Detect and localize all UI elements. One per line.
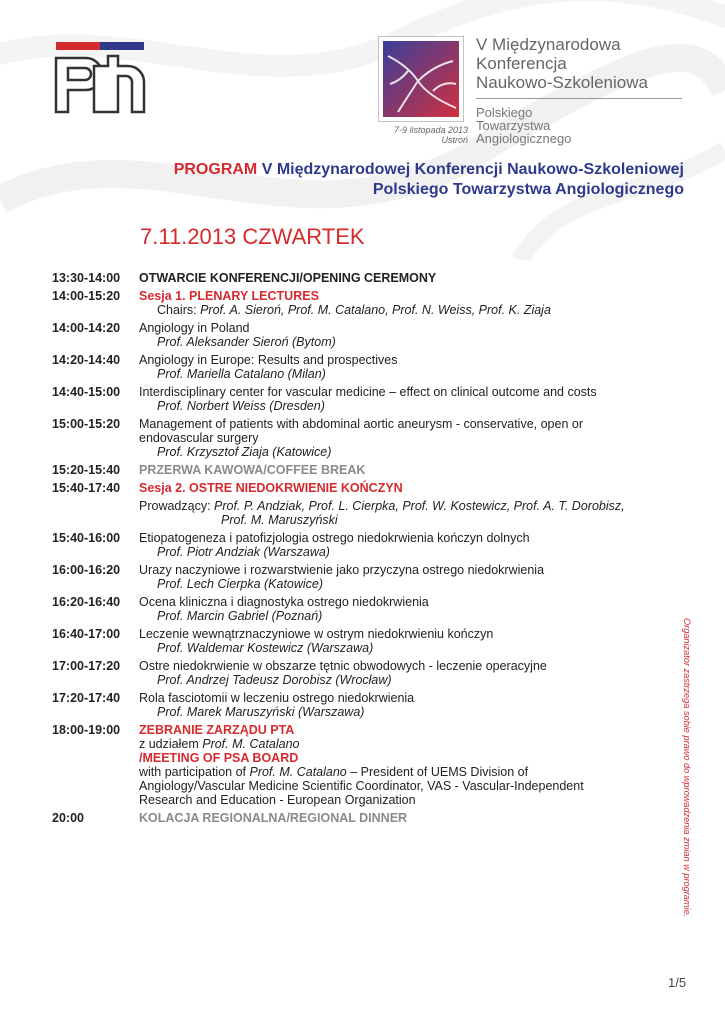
chairs-names-cont: Prof. M. Maruszyński — [221, 513, 338, 527]
time-slot: 20:00 — [52, 811, 84, 825]
organizer-line: Angiologicznego — [476, 131, 572, 146]
item-title: Interdisciplinary center for vascular medicine – effect on clinical outcome and costs — [139, 385, 597, 399]
participation-role-cont: Research and Education - European Organization — [139, 793, 416, 807]
item-title: Ocena kliniczna i diagnostyka ostrego niedokrwienia — [139, 595, 429, 609]
speaker: Prof. Andrzej Tadeusz Dorobisz (Wrocław) — [157, 673, 392, 687]
heading-line-1: V Międzynarodowej Konferencji Naukowo-Szkoleniowej — [257, 161, 684, 178]
item-title: Management of patients with abdominal aortic aneurysm - conservative, open or — [139, 417, 583, 431]
chairs-label: Chairs: — [157, 303, 201, 317]
schedule-row — [52, 353, 652, 381]
participation-role: – President of UEMS Division of — [346, 765, 529, 779]
chairs-label: Prowadzący: — [139, 499, 215, 513]
conference-date-place — [350, 125, 468, 145]
time-slot: 15:00-15:20 — [52, 417, 121, 431]
day-heading: 7.11.2013 CZWARTEK — [140, 224, 365, 249]
item-title: Etiopatogeneza i patofizjologia ostrego niedokrwienia kończyn dolnych — [139, 531, 530, 545]
item-title: Angiology in Poland — [139, 321, 250, 335]
time-slot: 17:20-17:40 — [52, 691, 121, 705]
pta-logo — [48, 40, 152, 118]
time-slot: 15:20-15:40 — [52, 463, 121, 477]
time-slot: 14:00-15:20 — [52, 289, 121, 303]
participation-role-cont: Angiology/Vascular Medicine Scientific Coordinator, VAS - Vascular-Independent — [139, 779, 584, 793]
time-slot: 13:30-14:00 — [52, 271, 121, 285]
title-divider — [476, 98, 682, 99]
meeting-title: ZEBRANIE ZARZĄDU PTA — [139, 723, 295, 737]
item-title: OTWARCIE KONFERENCJI/OPENING CEREMONY — [139, 271, 437, 285]
item-title: Ostre niedokrwienie w obszarze tętnic obwodowych - leczenie operacyjne — [139, 659, 547, 673]
conference-place: Ustroń — [441, 135, 468, 145]
speaker: Prof. Norbert Weiss (Dresden) — [157, 399, 325, 413]
side-disclaimer-text: Organizator zastrzega sobie prawo do wprowadzenia zmian w programie. — [682, 618, 692, 918]
speaker: Prof. Marcin Gabriel (Poznań) — [157, 609, 323, 623]
item-title: Rola fasciotomii w leczeniu ostrego niedokrwienia — [139, 691, 415, 705]
page-number: 1/5 — [668, 975, 687, 990]
speaker: Prof. Marek Maruszyński (Warszawa) — [157, 705, 365, 719]
heading-line-2: Polskiego Towarzystwa Angiologicznego — [372, 181, 684, 198]
time-slot: 16:20-16:40 — [52, 595, 121, 609]
schedule-row — [52, 321, 652, 349]
time-slot: 14:00-14:20 — [52, 321, 121, 335]
schedule-row — [52, 385, 652, 413]
conference-title-line: Naukowo-Szkoleniowa — [476, 73, 648, 92]
meeting-title-en: /MEETING OF PSA BOARD — [139, 751, 299, 765]
with-label: z udziałem — [139, 737, 203, 751]
conference-organizer — [476, 106, 571, 145]
item-title: Angiology in Europe: Results and prospectives — [139, 353, 398, 367]
schedule-row — [52, 659, 652, 687]
conference-title-line: Konferencja — [476, 54, 567, 73]
time-slot: 17:00-17:20 — [52, 659, 121, 673]
side-disclaimer — [680, 618, 692, 958]
schedule-row — [52, 691, 652, 719]
time-slot: 15:40-17:40 — [52, 481, 121, 495]
schedule-row — [52, 595, 652, 623]
session-title: Sesja 1. PLENARY LECTURES — [139, 289, 319, 303]
schedule-row — [52, 811, 652, 825]
schedule-row — [52, 271, 652, 285]
item-title: Leczenie wewnątrznaczyniowe w ostrym niedokrwieniu kończyn — [139, 627, 494, 641]
participation-label: with participation of — [139, 765, 250, 779]
session-title: Sesja 2. OSTRE NIEDOKRWIENIE KOŃCZYN — [139, 481, 403, 495]
dinner-title: KOLACJA REGIONALNA/REGIONAL DINNER — [139, 811, 408, 825]
time-slot: 16:00-16:20 — [52, 563, 121, 577]
time-slot: 14:20-14:40 — [52, 353, 121, 367]
participation-name: Prof. M. Catalano — [249, 765, 347, 779]
speaker: Prof. Aleksander Sieroń (Bytom) — [157, 335, 336, 349]
speaker: Prof. Waldemar Kostewicz (Warszawa) — [157, 641, 374, 655]
speaker: Prof. Krzysztof Ziaja (Katowice) — [157, 445, 332, 459]
schedule-row — [52, 481, 652, 527]
break-title: PRZERWA KAWOWA/COFFEE BREAK — [139, 463, 366, 477]
conference-title — [476, 35, 686, 92]
item-title: Urazy naczyniowe i rozwarstwienie jako przyczyna ostrego niedokrwienia — [139, 563, 545, 577]
schedule-row — [52, 563, 652, 591]
program-word: PROGRAM — [173, 161, 258, 178]
speaker: Prof. Piotr Andziak (Warszawa) — [157, 545, 330, 559]
time-slot: 15:40-16:00 — [52, 531, 121, 545]
schedule-row — [52, 417, 652, 459]
time-slot: 14:40-15:00 — [52, 385, 121, 399]
schedule-row — [52, 723, 652, 807]
conference-emblem — [378, 36, 464, 122]
organizer-line: Towarzystwa — [476, 118, 551, 133]
schedule-row — [52, 627, 652, 655]
chairs-names: Prof. A. Sieroń, Prof. M. Catalano, Prof. N. Weiss, Prof. K. Ziaja — [200, 303, 551, 317]
schedule-row — [52, 289, 652, 317]
program-heading — [0, 160, 684, 200]
schedule — [52, 271, 652, 829]
chairs-names: Prof. P. Andziak, Prof. L. Cierpka, Prof. W. Kostewicz, Prof. A. T. Dorobisz, — [214, 499, 625, 513]
schedule-row — [52, 463, 652, 477]
item-title-cont: endovascular surgery — [139, 431, 259, 445]
speaker: Prof. Lech Cierpka (Katowice) — [157, 577, 324, 591]
with-name: Prof. M. Catalano — [202, 737, 300, 751]
speaker: Prof. Mariella Catalano (Milan) — [157, 367, 326, 381]
organizer-line: Polskiego — [476, 105, 533, 120]
time-slot: 16:40-17:00 — [52, 627, 121, 641]
conference-title-line: V Międzynarodowa — [476, 35, 621, 54]
schedule-row — [52, 531, 652, 559]
time-slot: 18:00-19:00 — [52, 723, 121, 737]
conference-date: 7-9 listopada 2013 — [393, 125, 468, 135]
